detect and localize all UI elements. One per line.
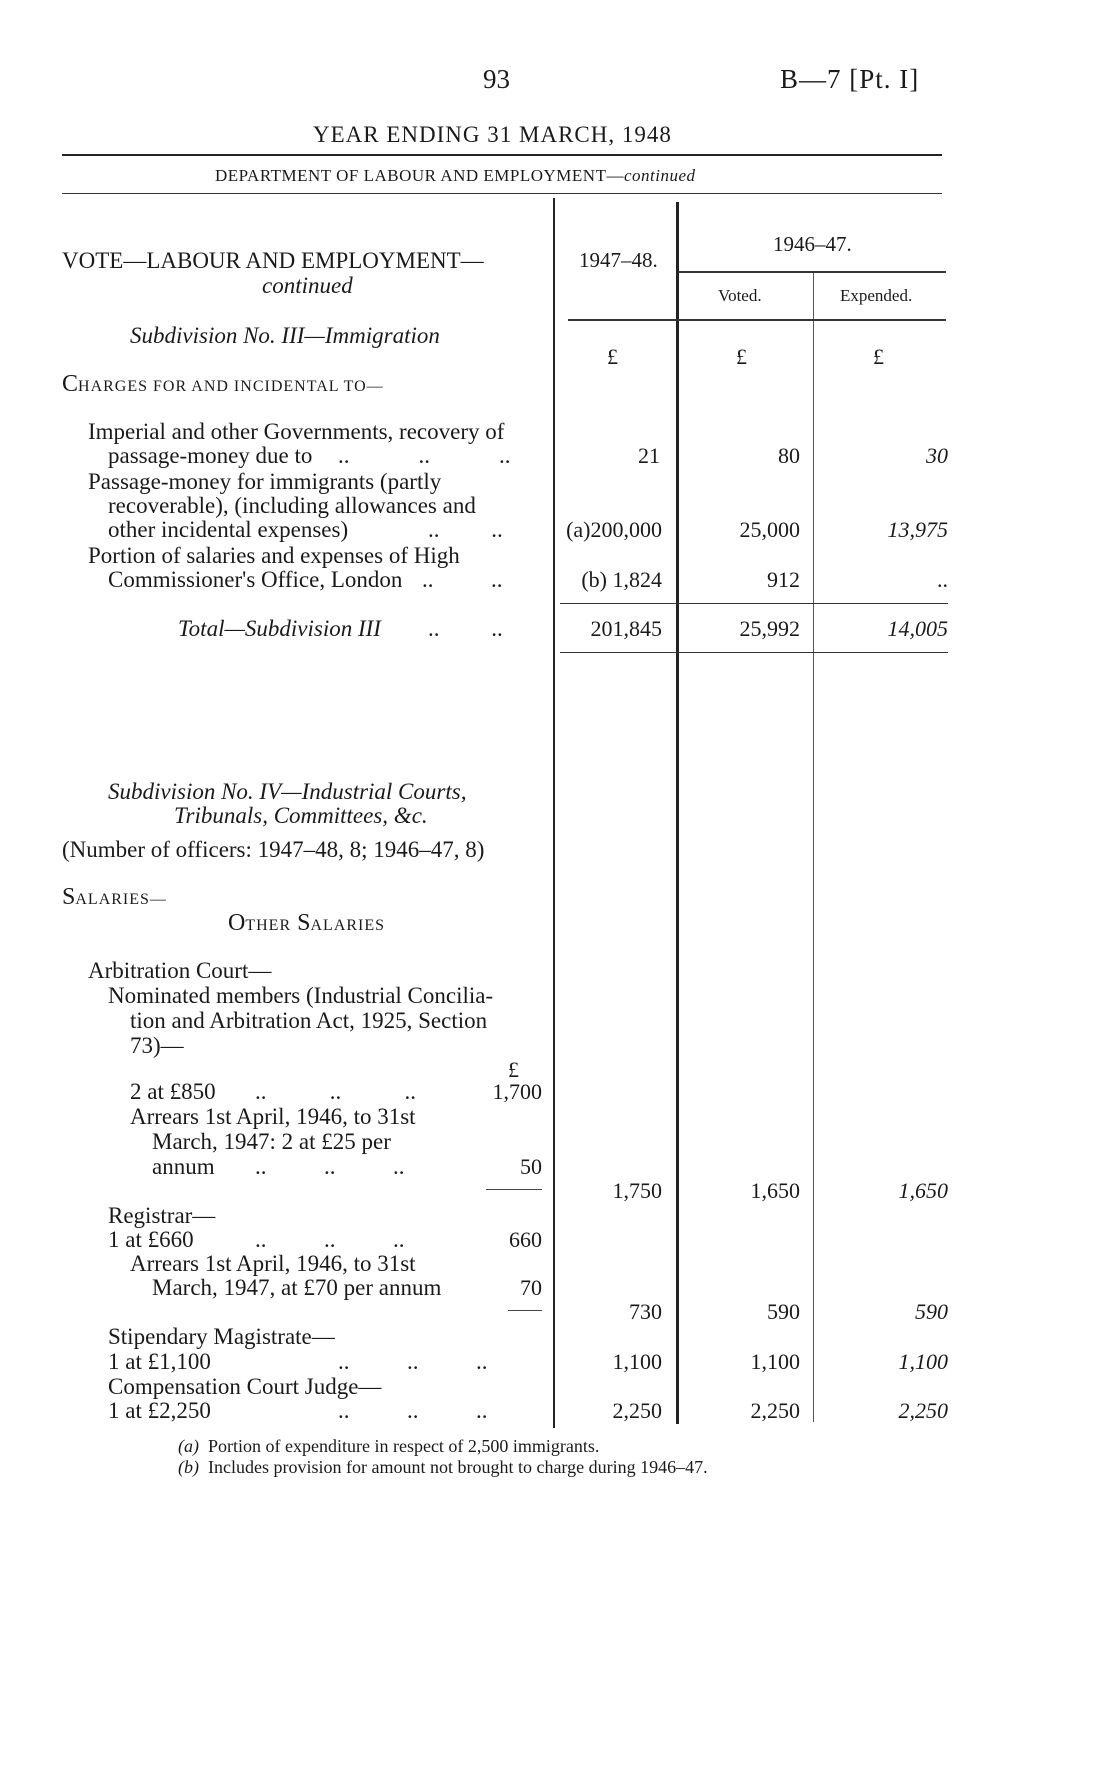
item1-value-voted: 80 bbox=[778, 443, 800, 468]
registrar-value-1947: 730 bbox=[629, 1299, 662, 1324]
registrar-subtotal-rule bbox=[508, 1310, 542, 1311]
officers-count: (Number of officers: 1947–48, 8; 1946–47, 8) bbox=[62, 837, 485, 862]
item3-value-expended: .. bbox=[937, 567, 948, 592]
nominated-line2: tion and Arbitration Act, 1925, Section bbox=[130, 1008, 488, 1033]
two-at-850: 2 at £850 bbox=[130, 1079, 216, 1104]
arbitration-court-heading: Arbitration Court— bbox=[88, 958, 272, 983]
item1-value-expended: 30 bbox=[926, 443, 948, 468]
two-at-850-leaders: .. .. .. bbox=[255, 1079, 416, 1104]
one-at-2250-leaders: .. .. .. bbox=[338, 1398, 488, 1423]
one-at-1100: 1 at £1,100 bbox=[108, 1349, 211, 1374]
subdivision-iv-title-line1: Subdivision No. IV—Industrial Courts, bbox=[108, 779, 467, 804]
footnote-b-mark: (b) bbox=[178, 1457, 199, 1477]
arbitration-value-voted: 1,650 bbox=[750, 1178, 800, 1203]
item1-line1: Imperial and other Governments, recovery of bbox=[88, 419, 505, 444]
pound-sign-1947: £ bbox=[607, 344, 618, 369]
salaries-rest: ALARIES bbox=[310, 917, 386, 934]
salaries-heading bbox=[62, 884, 167, 911]
footnote-a-text: Portion of expenditure in respect of 2,500 immigrants. bbox=[208, 1436, 600, 1456]
salaries-heading-initial: S bbox=[62, 884, 76, 910]
item3-line2: Commissioner's Office, London bbox=[108, 567, 403, 592]
column-divider-left bbox=[553, 198, 555, 1428]
one-at-1100-leaders: .. .. .. bbox=[338, 1349, 488, 1374]
registrar-value-voted: 590 bbox=[767, 1299, 800, 1324]
charges-heading bbox=[62, 371, 384, 398]
arrears1-line1: Arrears 1st April, 1946, to 31st bbox=[130, 1104, 416, 1129]
other-initial: O bbox=[228, 910, 246, 936]
item1-value-1947: 21 bbox=[638, 443, 660, 468]
footnote-b bbox=[178, 1457, 708, 1478]
document-reference: B—7 [Pt. I] bbox=[780, 64, 920, 94]
arbitration-subtotal-rule bbox=[486, 1189, 542, 1190]
arbitration-value-expended: 1,650 bbox=[898, 1178, 948, 1203]
item2-line1: Passage-money for immigrants (partly bbox=[88, 469, 442, 494]
salaries-heading-rest: ALARIES— bbox=[75, 891, 167, 908]
column-1947-48: 1947–48. bbox=[579, 248, 658, 272]
inner-pound-sign: £ bbox=[508, 1057, 519, 1082]
item2-value-1947: (a)200,000 bbox=[566, 517, 662, 542]
nominated-line1: Nominated members (Industrial Concilia- bbox=[108, 983, 494, 1008]
arrears2-value: 70 bbox=[520, 1275, 542, 1300]
nominated-line3: 73)— bbox=[130, 1033, 184, 1058]
column-divider-middle bbox=[676, 202, 679, 1424]
footnote-a-mark: (a) bbox=[178, 1436, 199, 1456]
registrar-heading: Registrar— bbox=[108, 1203, 216, 1228]
total-label: Total—Subdivision III bbox=[178, 616, 381, 641]
column-voted: Voted. bbox=[718, 286, 762, 305]
pound-sign-voted: £ bbox=[736, 344, 747, 369]
magistrate-value-1947: 1,100 bbox=[612, 1349, 662, 1374]
arrears1-line2: March, 1947: 2 at £25 per bbox=[152, 1129, 391, 1154]
registrar-value-expended: 590 bbox=[915, 1299, 948, 1324]
magistrate-heading: Stipendary Magistrate— bbox=[108, 1324, 335, 1349]
column-divider-right bbox=[813, 272, 814, 1422]
arrears2-line2: March, 1947, at £70 per annum bbox=[152, 1275, 442, 1300]
year-title: YEAR ENDING 31 MARCH, 1948 bbox=[313, 122, 672, 147]
subdivision-iv-title-line2: Tribunals, Committees, &c. bbox=[174, 803, 428, 828]
column-1946-47: 1946–47. bbox=[773, 232, 852, 256]
header-rule bbox=[62, 154, 942, 156]
compensation-value-expended: 2,250 bbox=[898, 1398, 948, 1423]
column-header-rule bbox=[568, 319, 946, 321]
one-at-2250: 1 at £2,250 bbox=[108, 1398, 211, 1423]
salaries-initial: S bbox=[297, 910, 311, 936]
item2-line3: other incidental expenses) bbox=[108, 517, 349, 542]
footnote-b-text: Includes provision for amount not brought to charge during 1946–47. bbox=[208, 1457, 708, 1477]
item2-value-expended: 13,975 bbox=[887, 517, 948, 542]
vote-continued: continued bbox=[262, 273, 353, 298]
department-heading bbox=[215, 166, 696, 186]
other-rest: THER bbox=[245, 917, 292, 934]
footnote-a bbox=[178, 1436, 599, 1457]
other-salaries-heading bbox=[228, 910, 385, 937]
total-value-expended: 14,005 bbox=[887, 616, 948, 641]
charges-heading-initial: C bbox=[62, 371, 79, 397]
magistrate-value-expended: 1,100 bbox=[898, 1349, 948, 1374]
compensation-heading: Compensation Court Judge— bbox=[108, 1374, 382, 1399]
item3-value-voted: 912 bbox=[767, 567, 800, 592]
charges-heading-rest: HARGES FOR AND INCIDENTAL TO— bbox=[78, 378, 384, 395]
department-name: DEPARTMENT OF LABOUR AND EMPLOYMENT— bbox=[215, 166, 624, 185]
total-top-rule bbox=[560, 603, 948, 604]
arrears1-line3: annum bbox=[152, 1154, 215, 1179]
one-at-660-leaders: .. .. .. bbox=[255, 1227, 405, 1252]
arrears2-line1: Arrears 1st April, 1946, to 31st bbox=[130, 1251, 416, 1276]
item1-line2: passage-money due to bbox=[108, 443, 313, 468]
arbitration-value-1947: 1,750 bbox=[612, 1178, 662, 1203]
total-bottom-rule bbox=[560, 652, 948, 653]
department-rule bbox=[62, 193, 942, 194]
arrears1-leaders: .. .. .. bbox=[255, 1154, 405, 1179]
subdivision-iii-title: Subdivision No. III—Immigration bbox=[130, 323, 440, 348]
item2-line2: recoverable), (including allowances and bbox=[108, 493, 476, 518]
vote-title: VOTE—LABOUR AND EMPLOYMENT— bbox=[62, 248, 484, 273]
total-leaders: .. .. bbox=[428, 616, 503, 641]
item1-leaders: .. .. .. bbox=[338, 443, 511, 468]
item3-leaders: .. .. bbox=[422, 567, 503, 592]
two-at-850-value: 1,700 bbox=[492, 1079, 542, 1104]
compensation-value-1947: 2,250 bbox=[612, 1398, 662, 1423]
one-at-660-value: 660 bbox=[509, 1227, 542, 1252]
item3-value-1947: (b) 1,824 bbox=[581, 567, 662, 592]
total-value-1947: 201,845 bbox=[590, 616, 662, 641]
pound-sign-expended: £ bbox=[873, 344, 884, 369]
magistrate-value-voted: 1,100 bbox=[750, 1349, 800, 1374]
arrears1-value: 50 bbox=[520, 1154, 542, 1179]
item2-leaders: .. .. bbox=[428, 517, 503, 542]
page-number: 93 bbox=[483, 64, 510, 94]
item2-value-voted: 25,000 bbox=[739, 517, 800, 542]
one-at-660: 1 at £660 bbox=[108, 1227, 194, 1252]
total-value-voted: 25,992 bbox=[739, 616, 800, 641]
column-expended: Expended. bbox=[840, 286, 913, 305]
year-1946-rule bbox=[678, 271, 946, 273]
department-continued: continued bbox=[623, 166, 696, 185]
compensation-value-voted: 2,250 bbox=[750, 1398, 800, 1423]
item3-line1: Portion of salaries and expenses of High bbox=[88, 543, 460, 568]
